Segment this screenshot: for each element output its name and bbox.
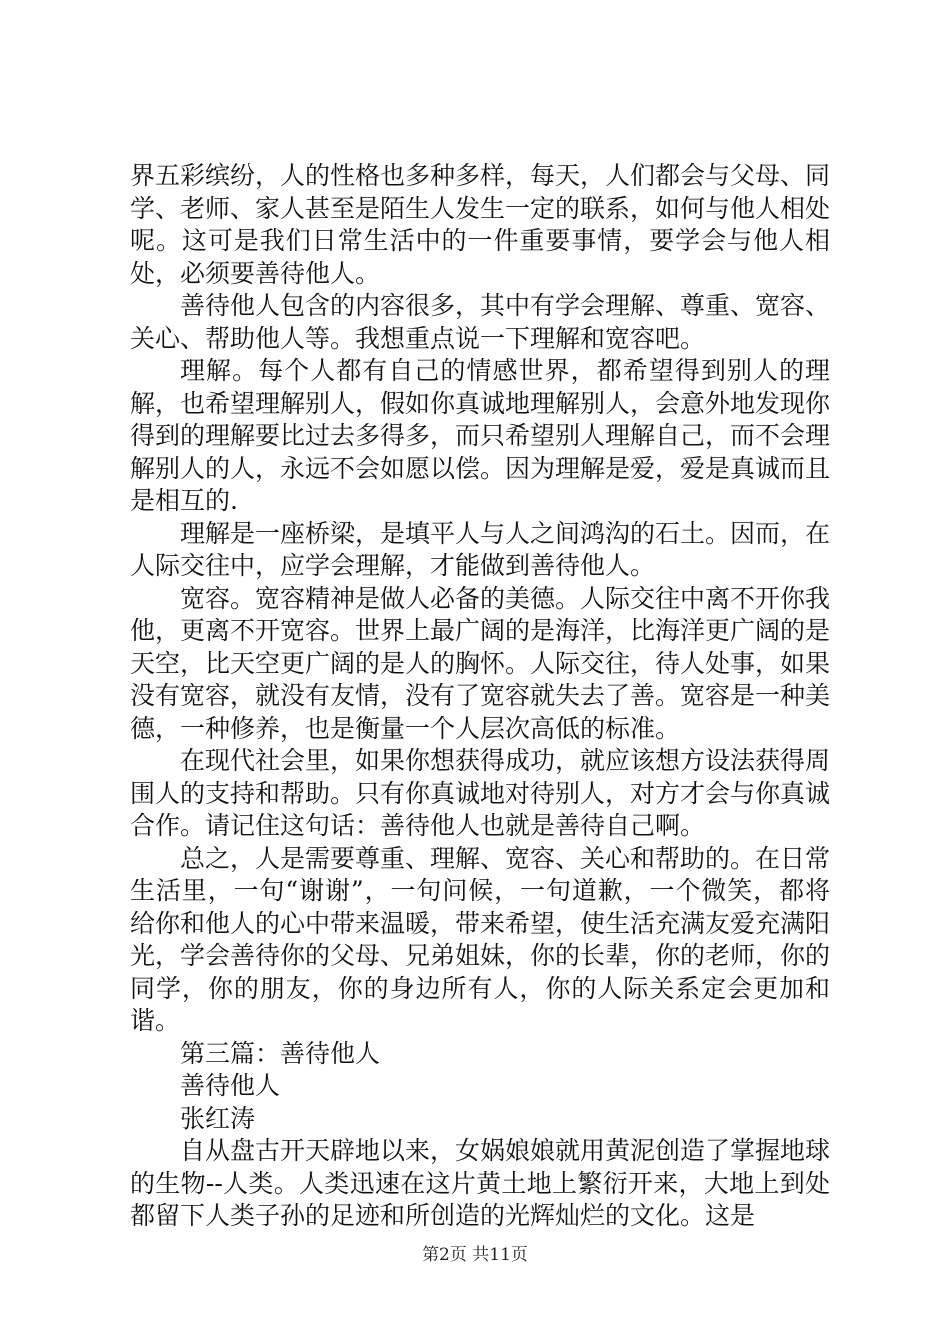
article-author: 张红涛	[180, 1103, 256, 1133]
paragraph-5: 宽容。宽容精神是做人必备的美德。人际交往中离不开你我他，更离不开宽容。世界上最广阔的是海洋，比海洋更广阔的是天空，比天空更广阔的是人的胸怀。人际交往，待人处事，如果没有宽容，就没有友情，没有了宽容就失去了善。宽容是一种美德，一种修养，也是衡量一个人层次高低的标准。	[130, 583, 831, 743]
paragraph-3: 理解。每个人都有自己的情感世界，都希望得到别人的理解，也希望理解别人，假如你真诚地理解别人，会意外地发现你得到的理解要比过去多得多，而只希望别人理解自己，而不会理解别人的人，永远不会如愿以偿。因为理解是爱，爱是真诚而且是相互的.	[130, 356, 831, 515]
paragraph-6: 在现代社会里，如果你想获得成功，就应该想方设法获得周围人的支持和帮助。只有你真诚地对待别人，对方才会与你真诚合作。请记住这句话：善待他人也就是善待自己啊。	[130, 746, 831, 840]
paragraph-4: 理解是一座桥梁，是填平人与人之间鸿沟的石土。因而，在人际交往中，应学会理解，才能做到善待他人。	[130, 518, 831, 580]
paragraph-7: 总之，人是需要尊重、理解、宽容、关心和帮助的。在日常生活里，一句“谢谢”，一句问候，一句道歉，一个微笑，都将给你和他人的心中带来温暖，带来希望，使生活充满友爱充满阳光，学会善待你的父母、兄弟姐妹，你的长辈，你的老师，你的同学，你的朋友，你的身边所有人，你的人际关系定会更加和谐。	[130, 843, 831, 1035]
document-body	[130, 160, 830, 1233]
page-number-footer: 第2页 共11页	[422, 1245, 528, 1265]
paragraph-2: 善待他人包含的内容很多，其中有学会理解、尊重、宽容、关心、帮助他人等。我想重点说一下理解和宽容吧。	[130, 291, 831, 353]
paragraph-8: 自从盘古开天辟地以来，女娲娘娘就用黄泥创造了掌握地球的生物--人类。人类迅速在这片黄土地上繁衍开来，大地上到处都留下人类子孙的足迹和所创造的光辉灿烂的文化。这是	[130, 1136, 831, 1230]
article-title: 善待他人	[180, 1071, 281, 1100]
paragraph-1: 界五彩缤纷，人的性格也多种多样，每天，人们都会与父母、同学、老师、家人甚至是陌生人发生一定的联系，如何与他人相处呢。这可是我们日常生活中的一件重要事情，要学会与他人相处，必须要善待他人。	[130, 161, 831, 288]
section-heading: 第三篇：善待他人	[180, 1038, 381, 1068]
